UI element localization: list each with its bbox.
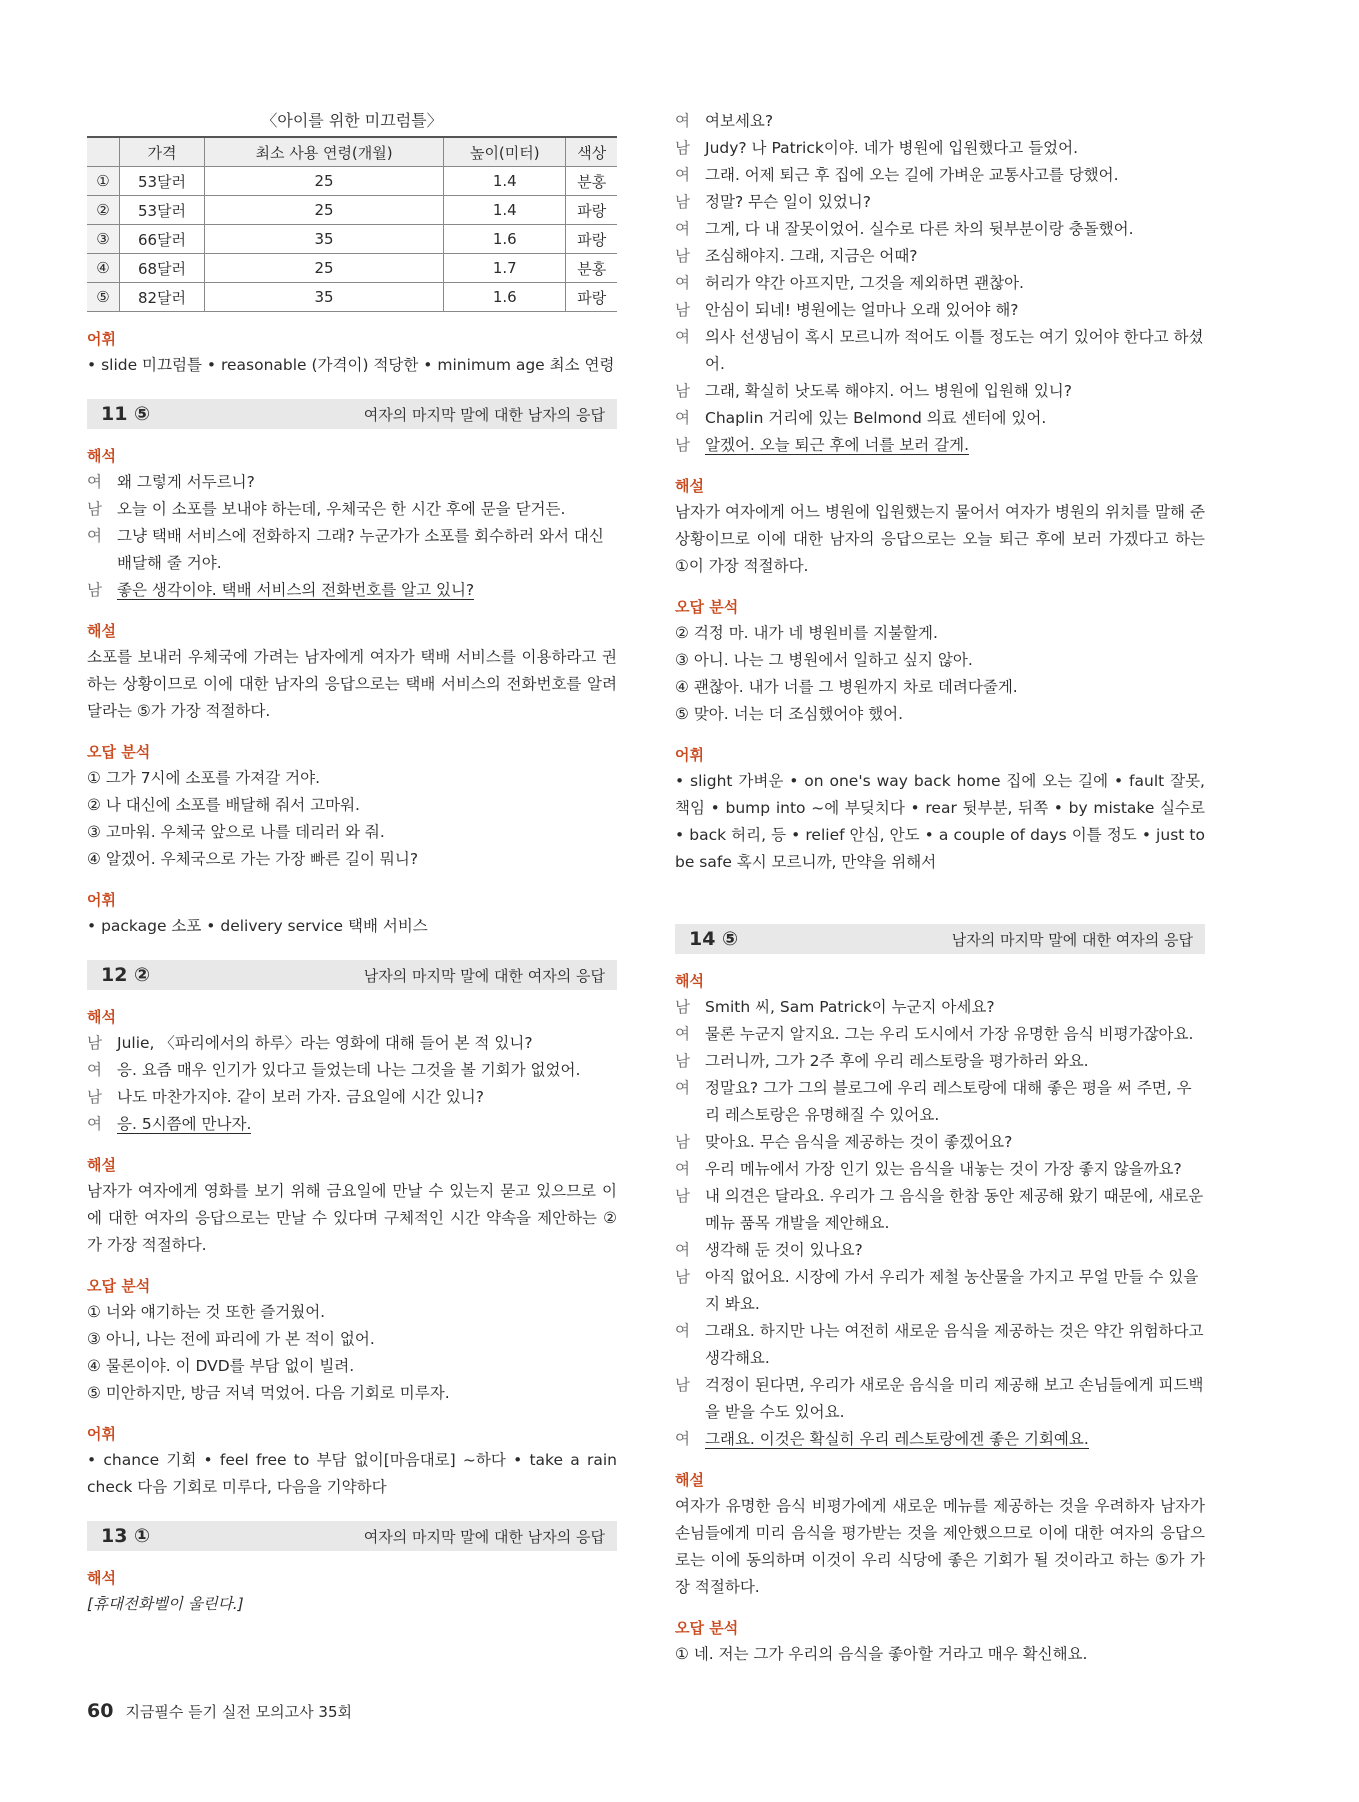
speaker: 여 — [87, 1061, 102, 1079]
table-cell: ④ — [87, 254, 120, 283]
question-bar-12 — [87, 960, 617, 990]
dialogue-line — [87, 1084, 617, 1111]
table-cell: 파랑 — [566, 196, 617, 225]
spacer — [675, 876, 1205, 904]
table-cell: 파랑 — [566, 225, 617, 254]
table-row — [87, 283, 617, 312]
speaker: 남 — [675, 193, 690, 211]
utterance: Smith 씨, Sam Patrick이 누군지 아세요? — [705, 998, 995, 1016]
utterance: 그래. 어제 퇴근 후 집에 오는 길에 가벼운 교통사고를 당했어. — [705, 166, 1119, 184]
table-row — [87, 167, 617, 196]
utterance: 조심해야지. 그래, 지금은 어때? — [705, 247, 918, 265]
dialogue-line — [87, 523, 617, 577]
speaker: 남 — [675, 382, 690, 400]
dialogue-line — [675, 297, 1205, 324]
page-footer — [87, 1700, 352, 1722]
wrong-option: ③ 아니, 나는 전에 파리에 가 본 적이 없어. — [87, 1330, 375, 1348]
table-cell: 35 — [204, 283, 443, 312]
dialogue-line — [675, 243, 1205, 270]
question-number: 11 ⑤ — [101, 403, 151, 425]
table-cell: 1.4 — [444, 196, 566, 225]
dialogue-line — [675, 108, 1205, 135]
utterance: 여보세요? — [705, 112, 774, 130]
question-bar-14 — [675, 924, 1205, 954]
utterance: 오늘 이 소포를 보내야 하는데, 우체국은 한 시간 후에 문을 닫거든. — [117, 500, 566, 518]
dialogue-line — [87, 1030, 617, 1057]
utterance: 그게, 다 내 잘못이었어. 실수로 다른 차의 뒷부분이랑 충돌했어. — [705, 220, 1134, 238]
expl-label: 해설 — [675, 477, 704, 495]
vocab-label: 어휘 — [675, 746, 704, 764]
table-cell: 1.7 — [444, 254, 566, 283]
explanation: 소포를 보내러 우체국에 가려는 남자에게 여자가 택배 서비스를 이용하라고 권하는 상황이므로 이에 대한 남자의 응답으로는 택배 서비스의 전화번호를 알려 달라는 ⑤가 가장 적절하다. — [87, 648, 617, 720]
wrong-option: ④ 물론이야. 이 DVD를 부담 없이 빌려. — [87, 1357, 355, 1375]
speaker: 남 — [675, 1268, 690, 1286]
speaker: 여 — [87, 527, 102, 545]
vocab-text: • slight 가벼운 • on one's way back home 집에 오는 길에 • fault 잘못, 책임 • bump into ~에 부딪치다 • rear 뒷부분, 뒤쪽 • by mistake 실수로 • back 허리, 등 • relief 안심, 안도 • a couple of days 이틀 정도 • just to be safe 혹시 모르니까, 만약을 위해서 — [675, 772, 1205, 871]
question-topic: 여자의 마지막 말에 대한 남자의 응답 — [363, 1527, 605, 1546]
question-topic: 남자의 마지막 말에 대한 여자의 응답 — [363, 966, 605, 985]
expl-label: 해설 — [675, 1471, 704, 1489]
dialogue-line — [675, 1372, 1205, 1426]
wrong-option: ④ 알겠어. 우체국으로 가는 가장 빠른 길이 뭐니? — [87, 850, 419, 868]
question-number: 13 ① — [101, 1525, 151, 1547]
utterance: 생각해 둔 것이 있나요? — [705, 1241, 863, 1259]
answer-utterance: 응. 5시쯤에 만나자. — [117, 1115, 252, 1133]
interp-label: 해석 — [87, 1008, 116, 1026]
table-cell: 35 — [204, 225, 443, 254]
speaker: 남 — [675, 1052, 690, 1070]
table-cell: 53달러 — [120, 167, 205, 196]
slide-table — [87, 136, 617, 312]
dialogue-line — [675, 270, 1205, 297]
dialogue-line — [675, 1264, 1205, 1318]
table-cell: 1.6 — [444, 283, 566, 312]
answer-utterance: 좋은 생각이야. 택배 서비스의 전화번호를 알고 있니? — [117, 581, 475, 599]
question-number: 12 ② — [101, 964, 151, 986]
table-header: 높이(미터) — [444, 137, 566, 167]
speaker: 남 — [675, 998, 690, 1016]
interp-label: 해석 — [87, 447, 116, 465]
expl-label: 해설 — [87, 1156, 116, 1174]
right-column — [675, 108, 1205, 1668]
table-title: 〈아이를 위한 미끄럼틀〉 — [261, 111, 443, 130]
page-number: 60 — [87, 1700, 114, 1722]
table-cell: 파랑 — [566, 283, 617, 312]
vocab-label: 어휘 — [87, 891, 116, 909]
speaker: 여 — [675, 1241, 690, 1259]
utterance: 정말? 무슨 일이 있었니? — [705, 193, 871, 211]
utterance: 안심이 되네! 병원에는 얼마나 오래 있어야 해? — [705, 301, 1019, 319]
utterance: 응. 요즘 매우 인기가 있다고 들었는데 나는 그것을 볼 기회가 없었어. — [117, 1061, 581, 1079]
question-bar-11 — [87, 399, 617, 429]
table-cell: ② — [87, 196, 120, 225]
dialogue-line — [675, 162, 1205, 189]
dialogue-line — [675, 1021, 1205, 1048]
table-header: 최소 사용 연령(개월) — [204, 137, 443, 167]
speaker: 여 — [675, 274, 690, 292]
speaker: 여 — [675, 328, 690, 346]
utterance: 우리 메뉴에서 가장 인기 있는 음식을 내놓는 것이 가장 좋지 않을까요? — [705, 1160, 1182, 1178]
speaker: 남 — [675, 1187, 690, 1205]
speaker: 여 — [675, 409, 690, 427]
wrong-option: ③ 고마워. 우체국 앞으로 나를 데리러 와 줘. — [87, 823, 385, 841]
table-cell: 53달러 — [120, 196, 205, 225]
dialogue-line — [675, 1183, 1205, 1237]
table-row — [87, 225, 617, 254]
utterance: Judy? 나 Patrick이야. 네가 병원에 입원했다고 들었어. — [705, 139, 1079, 157]
explanation: 남자가 여자에게 어느 병원에 입원했는지 물어서 여자가 병원의 위치를 말해 준 상황이므로 이에 대한 남자의 응답으로는 오늘 퇴근 후에 보러 가겠다고 하는 ①이 가장 적절하다. — [675, 503, 1205, 575]
vocab-label: 어휘 — [87, 330, 116, 348]
speaker: 남 — [87, 1034, 102, 1052]
utterance: 내 의견은 달라요. 우리가 그 음식을 한참 동안 제공해 왔기 때문에, 새로운 메뉴 품목 개발을 제안해요. — [705, 1187, 1204, 1232]
vocab-text: • package 소포 • delivery service 택배 서비스 — [87, 917, 428, 935]
utterance: 왜 그렇게 서두르니? — [117, 473, 255, 491]
utterance: 의사 선생님이 혹시 모르니까 적어도 이틀 정도는 여기 있어야 한다고 하셨어. — [705, 328, 1204, 373]
dialogue-line — [675, 1426, 1205, 1453]
utterance: 맞아요. 무슨 음식을 제공하는 것이 좋겠어요? — [705, 1133, 1013, 1151]
table-header: 색상 — [566, 137, 617, 167]
wrong-label: 오답 분석 — [87, 1277, 151, 1295]
dialogue-line — [675, 1048, 1205, 1075]
dialogue-line — [87, 496, 617, 523]
table-cell: ③ — [87, 225, 120, 254]
utterance: Julie, 〈파리에서의 하루〉라는 영화에 대해 들어 본 적 있니? — [117, 1034, 533, 1052]
table-cell: ① — [87, 167, 120, 196]
speaker: 여 — [675, 1160, 690, 1178]
dialogue-line — [675, 432, 1205, 459]
wrong-label: 오답 분석 — [87, 743, 151, 761]
utterance: Chaplin 거리에 있는 Belmond 의료 센터에 있어. — [705, 409, 1047, 427]
table-cell: 1.4 — [444, 167, 566, 196]
utterance: 걱정이 된다면, 우리가 새로운 음식을 미리 제공해 보고 손님들에게 피드백을 받을 수도 있어요. — [705, 1376, 1204, 1421]
speaker: 여 — [87, 473, 102, 491]
dialogue-line — [675, 1237, 1205, 1264]
speaker: 여 — [675, 112, 690, 130]
speaker: 남 — [675, 1133, 690, 1151]
expl-label: 해설 — [87, 622, 116, 640]
vocab-text: • slide 미끄럼틀 • reasonable (가격이) 적당한 • minimum age 최소 연령 — [87, 356, 615, 374]
table-cell: 1.6 — [444, 225, 566, 254]
speaker: 여 — [675, 1430, 690, 1448]
dialogue-line — [675, 1156, 1205, 1183]
table-header — [87, 137, 120, 167]
speaker: 여 — [675, 1079, 690, 1097]
dialogue-line — [675, 135, 1205, 162]
table-cell: 68달러 — [120, 254, 205, 283]
utterance: 그래요. 하지만 나는 여전히 새로운 음식을 제공하는 것은 약간 위험하다고 생각해요. — [705, 1322, 1204, 1367]
wrong-option: ① 너와 얘기하는 것 또한 즐거웠어. — [87, 1303, 326, 1321]
speaker: 남 — [675, 139, 690, 157]
wrong-option: ① 네. 저는 그가 우리의 음식을 좋아할 거라고 매우 확신해요. — [675, 1645, 1088, 1663]
speaker: 여 — [675, 220, 690, 238]
dialogue-line — [87, 469, 617, 496]
dialogue-line — [675, 1318, 1205, 1372]
speaker: 남 — [87, 581, 102, 599]
interp-label: 해석 — [87, 1569, 116, 1587]
question-number: 14 ⑤ — [689, 928, 739, 950]
dialogue-line — [675, 216, 1205, 243]
speaker: 여 — [87, 1115, 102, 1133]
table-cell: 분홍 — [566, 254, 617, 283]
dialogue-line — [87, 1057, 617, 1084]
dialogue-line — [87, 577, 617, 604]
speaker: 남 — [87, 1088, 102, 1106]
utterance: 나도 마찬가지야. 같이 보러 가자. 금요일에 시간 있니? — [117, 1088, 485, 1106]
utterance: 아직 없어요. 시장에 가서 우리가 제철 농산물을 가지고 무얼 만들 수 있을지 봐요. — [705, 1268, 1199, 1313]
question-topic: 남자의 마지막 말에 대한 여자의 응답 — [951, 930, 1193, 949]
explanation: 여자가 유명한 음식 비평가에게 새로운 메뉴를 제공하는 것을 우려하자 남자가 손님들에게 미리 음식을 평가받는 것을 제안했으므로 이에 대한 여자의 응답으로는 이에 동의하며 이것이 우리 식당에 좋은 기회가 될 것이라고 하는 ⑤가 가장 적절하다. — [675, 1497, 1205, 1596]
utterance: 허리가 약간 아프지만, 그것을 제외하면 괜찮아. — [705, 274, 1024, 292]
table-cell: 분홍 — [566, 167, 617, 196]
dialogue-line — [675, 1129, 1205, 1156]
wrong-label: 오답 분석 — [675, 1619, 739, 1637]
table-row — [87, 196, 617, 225]
speaker: 남 — [675, 247, 690, 265]
interp-label: 해석 — [675, 972, 704, 990]
utterance: 정말요? 그가 그의 블로그에 우리 레스토랑에 대해 좋은 평을 써 주면, 우리 레스토랑은 유명해질 수 있어요. — [705, 1079, 1192, 1124]
left-column — [87, 108, 617, 1618]
utterance: 그냥 택배 서비스에 전화하지 그래? 누군가가 소포를 회수하러 와서 대신 배달해 줄 거야. — [117, 527, 604, 572]
table-row — [87, 254, 617, 283]
table-cell: 82달러 — [120, 283, 205, 312]
dialogue-line — [675, 405, 1205, 432]
dialogue-line — [675, 378, 1205, 405]
speaker: 여 — [675, 166, 690, 184]
table-header: 가격 — [120, 137, 205, 167]
table-cell: 66달러 — [120, 225, 205, 254]
speaker: 남 — [675, 301, 690, 319]
explanation: 남자가 여자에게 영화를 보기 위해 금요일에 만날 수 있는지 묻고 있으므로 이에 대한 여자의 응답으로는 만날 수 있다며 구체적인 시간 약속을 제안하는 ②가 가장 적절하다. — [87, 1182, 617, 1254]
utterance: 물론 누군지 알지요. 그는 우리 도시에서 가장 유명한 음식 비평가잖아요. — [705, 1025, 1194, 1043]
dialogue-line — [675, 324, 1205, 378]
vocab-label: 어휘 — [87, 1425, 116, 1443]
question-topic: 여자의 마지막 말에 대한 남자의 응답 — [363, 405, 605, 424]
speaker: 여 — [675, 1025, 690, 1043]
utterance: 그러니까, 그가 2주 후에 우리 레스토랑을 평가하러 와요. — [705, 1052, 1089, 1070]
table-cell: 25 — [204, 167, 443, 196]
question-bar-13 — [87, 1521, 617, 1551]
dialogue-line — [675, 189, 1205, 216]
wrong-option: ③ 아니. 나는 그 병원에서 일하고 싶지 않아. — [675, 651, 973, 669]
wrong-option: ⑤ 미안하지만, 방금 저녁 먹었어. 다음 기회로 미루자. — [87, 1384, 450, 1402]
stage-direction: [휴대전화벨이 울린다.] — [87, 1595, 244, 1613]
wrong-option: ④ 괜찮아. 내가 너를 그 병원까지 차로 데려다줄게. — [675, 678, 1018, 696]
utterance: 그래, 확실히 낫도록 해야지. 어느 병원에 입원해 있니? — [705, 382, 1073, 400]
answer-utterance: 알겠어. 오늘 퇴근 후에 너를 보러 갈게. — [705, 436, 970, 454]
speaker: 여 — [675, 1322, 690, 1340]
speaker: 남 — [675, 436, 690, 454]
wrong-label: 오답 분석 — [675, 598, 739, 616]
dialogue-line — [87, 1111, 617, 1138]
table-cell: 25 — [204, 196, 443, 225]
speaker: 남 — [87, 500, 102, 518]
dialogue-line — [675, 1075, 1205, 1129]
answer-utterance: 그래요. 이것은 확실히 우리 레스토랑에겐 좋은 기회예요. — [705, 1430, 1089, 1448]
wrong-option: ② 나 대신에 소포를 배달해 줘서 고마워. — [87, 796, 360, 814]
wrong-option: ② 걱정 마. 내가 네 병원비를 지불할게. — [675, 624, 938, 642]
book-title: 지금필수 듣기 실전 모의고사 35회 — [125, 1702, 352, 1721]
table-header-row — [87, 137, 617, 167]
table-cell: 25 — [204, 254, 443, 283]
vocab-text: • chance 기회 • feel free to 부담 없이[마음대로] ~하다 • take a rain check 다음 기회로 미루다, 다음을 기약하다 — [87, 1451, 617, 1496]
speaker: 남 — [675, 1376, 690, 1394]
wrong-option: ⑤ 맞아. 너는 더 조심했어야 했어. — [675, 705, 904, 723]
table-cell: ⑤ — [87, 283, 120, 312]
wrong-option: ① 그가 7시에 소포를 가져갈 거야. — [87, 769, 320, 787]
dialogue-line — [675, 994, 1205, 1021]
